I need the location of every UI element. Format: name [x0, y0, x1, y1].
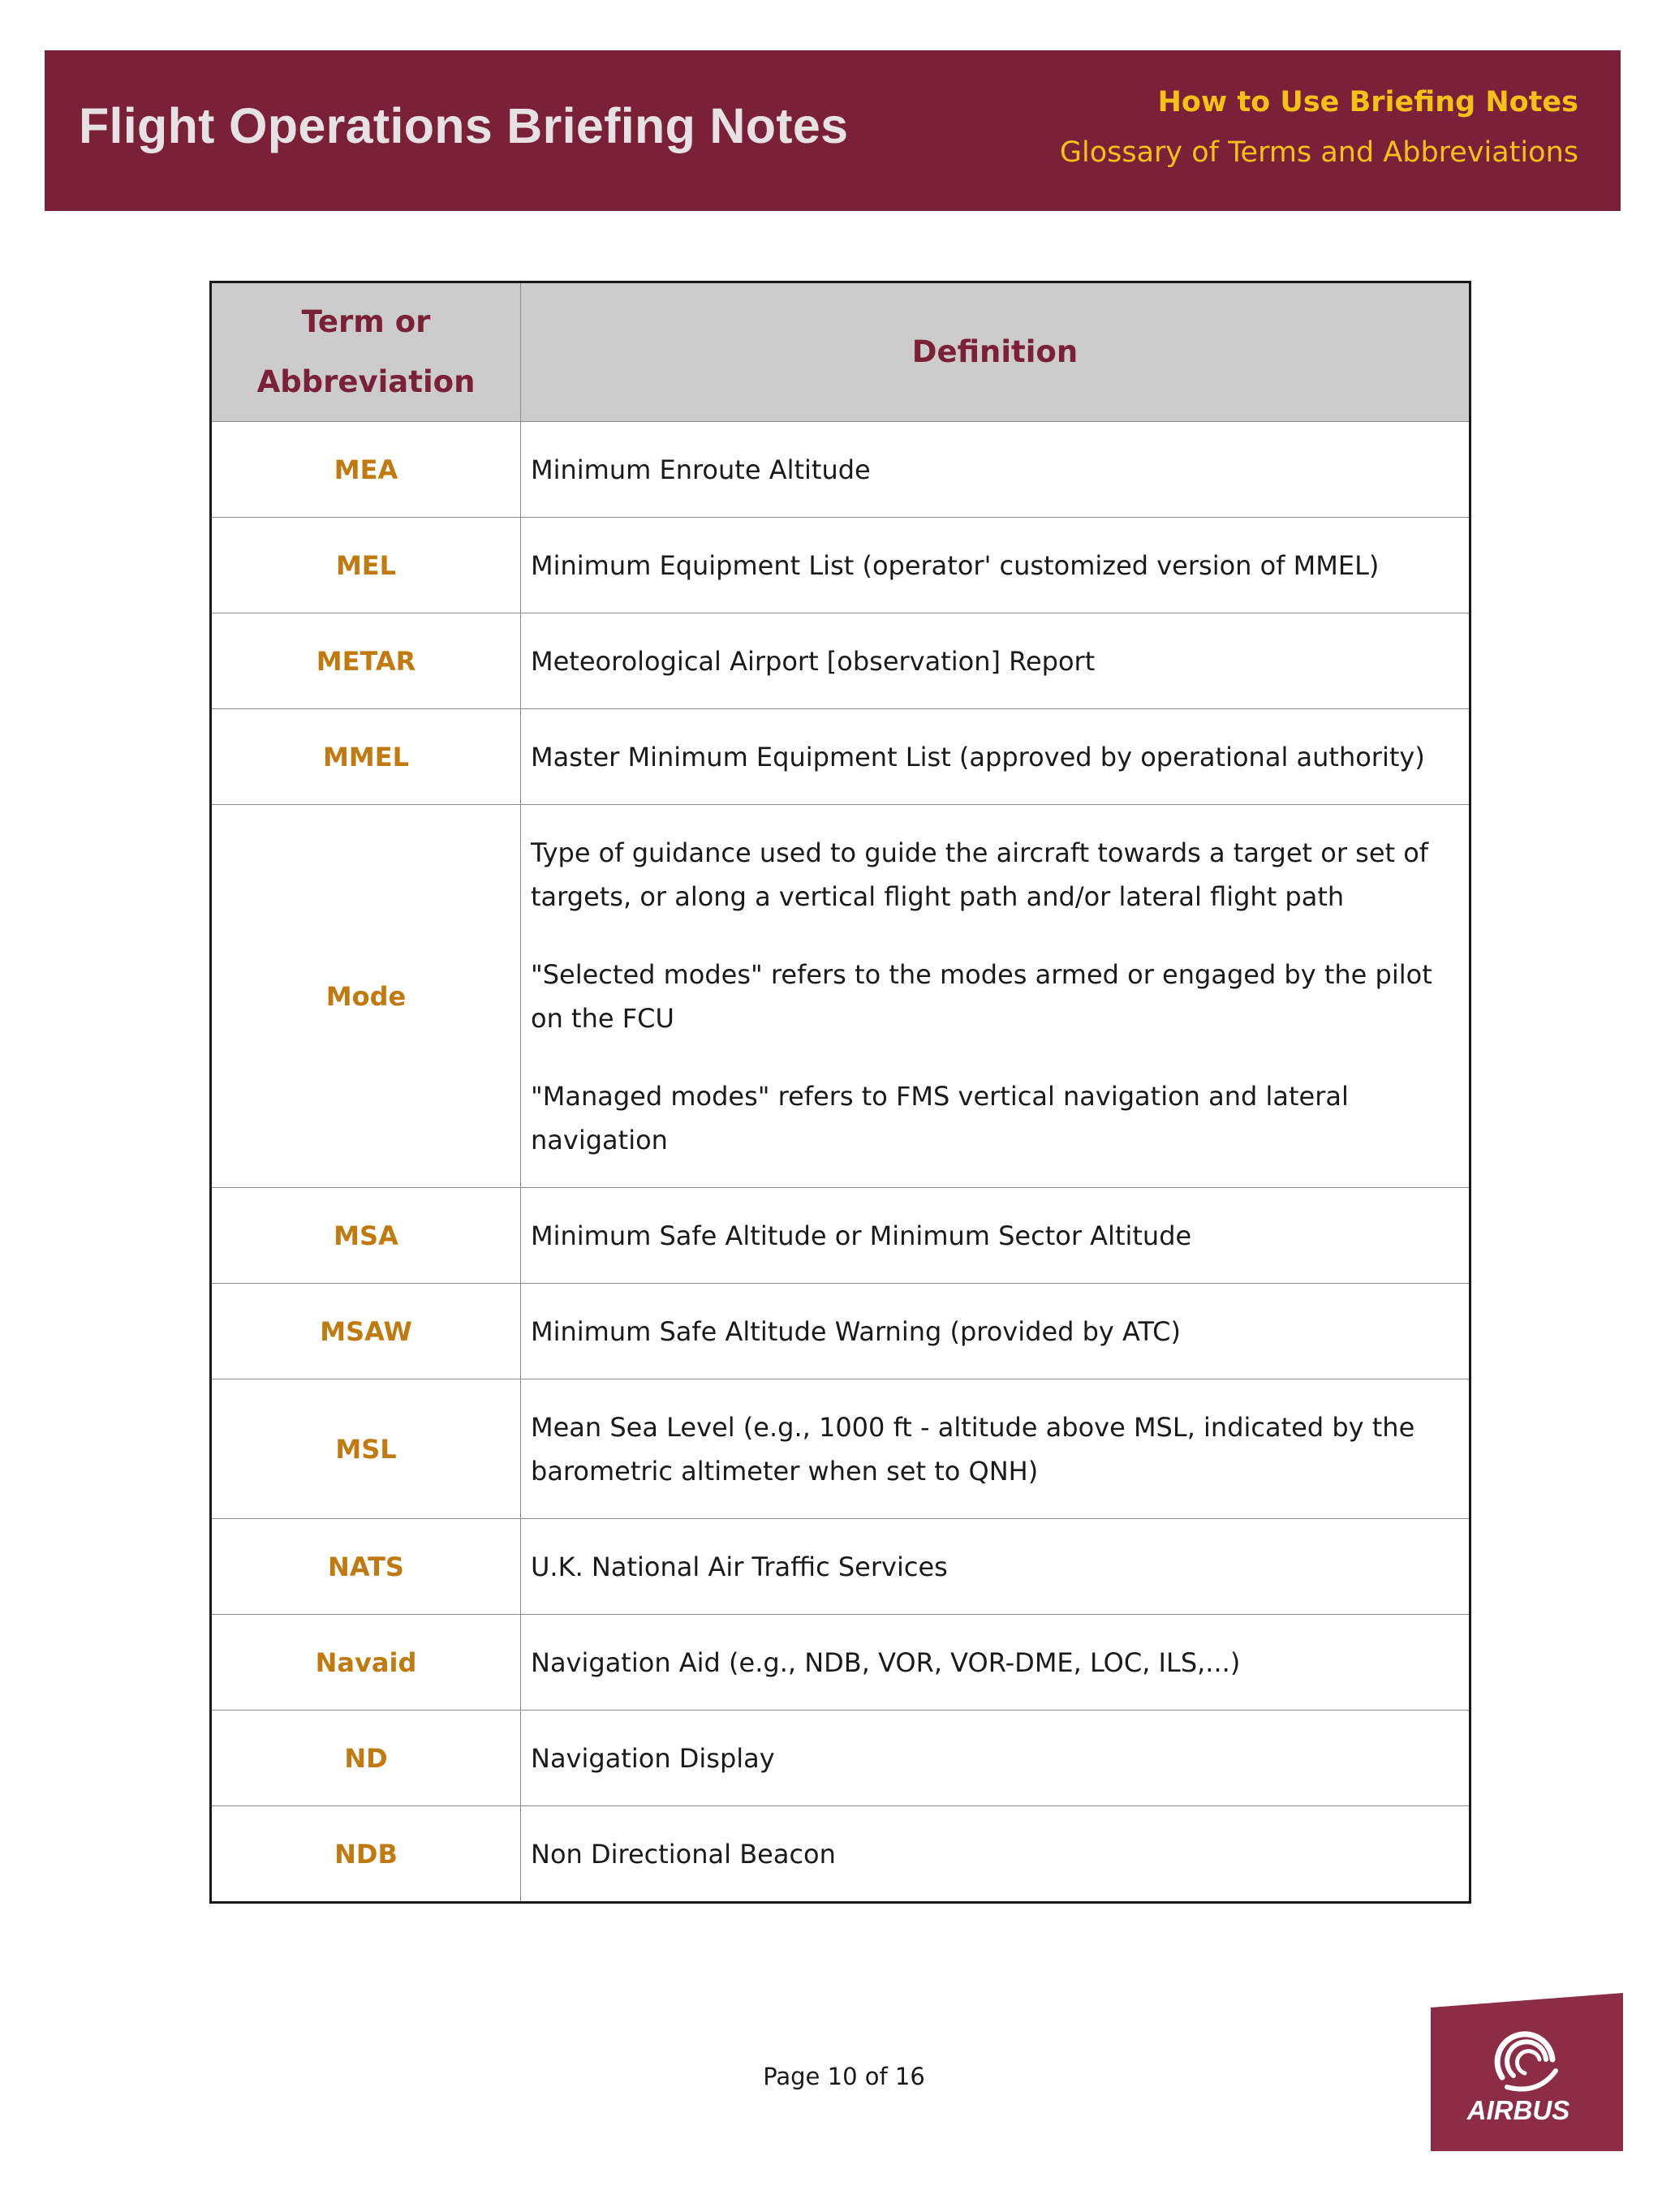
definition-text: Navigation Display	[531, 1742, 775, 1774]
term-cell: MSAW	[211, 1284, 521, 1379]
table-header-row	[211, 282, 1470, 422]
term-cell: ND	[211, 1711, 521, 1806]
definition-paragraph: Type of guidance used to guide the aircraft towards a target or set of targets, or along a vertical flight path and/or lateral flight path	[531, 837, 1429, 912]
definition-cell	[521, 805, 1470, 1188]
term-cell: METAR	[211, 613, 521, 709]
definition-text: Mean Sea Level (e.g., 1000 ft - altitude above MSL, indicated by the barometric altimeter when set to QNH)	[531, 1411, 1415, 1487]
definition-paragraph: "Selected modes" refers to the modes armed or engaged by the pilot on the FCU	[531, 958, 1432, 1034]
definition-cell	[521, 1188, 1470, 1284]
term-cell: MEA	[211, 422, 521, 518]
definition-text: Navigation Aid (e.g., NDB, VOR, VOR-DME, LOC, ILS,...)	[531, 1646, 1241, 1678]
glossary-table	[209, 281, 1471, 1904]
definition-cell	[521, 1615, 1470, 1711]
term-cell: Mode	[211, 805, 521, 1188]
definition-text: Master Minimum Equipment List (approved by operational authority)	[531, 741, 1425, 772]
definition-text: U.K. National Air Traffic Services	[531, 1551, 948, 1582]
definition-cell	[521, 1806, 1470, 1903]
table-row	[211, 1806, 1470, 1903]
table-row	[211, 1615, 1470, 1711]
definition-cell	[521, 1379, 1470, 1519]
logo-background	[1431, 1993, 1623, 2151]
definition-cell	[521, 1711, 1470, 1806]
definition-text: Minimum Equipment List (operator' customized version of MMEL)	[531, 549, 1380, 581]
table-row	[211, 1284, 1470, 1379]
airbus-logo	[1431, 1993, 1623, 2151]
term-header-line1: Term or	[301, 304, 431, 339]
definition-text: Minimum Safe Altitude Warning (provided by ATC)	[531, 1315, 1181, 1347]
table-row	[211, 709, 1470, 805]
definition-paragraph: "Managed modes" refers to FMS vertical navigation and lateral navigation	[531, 1080, 1349, 1155]
logo-wordmark: AIRBUS	[1466, 2095, 1570, 2125]
definition-column-header: Definition	[521, 282, 1470, 422]
term-cell: NDB	[211, 1806, 521, 1903]
term-cell: NATS	[211, 1519, 521, 1615]
definition-text: Meteorological Airport [observation] Report	[531, 645, 1096, 677]
term-cell: Navaid	[211, 1615, 521, 1711]
term-cell: MSL	[211, 1379, 521, 1519]
definition-cell	[521, 613, 1470, 709]
term-column-header	[211, 282, 521, 422]
table-row	[211, 805, 1470, 1188]
definition-cell	[521, 518, 1470, 613]
term-cell: MEL	[211, 518, 521, 613]
definition-text: Minimum Enroute Altitude	[531, 454, 871, 485]
page-number: Page 10 of 16	[763, 2063, 925, 2090]
table-row	[211, 1519, 1470, 1615]
table-row	[211, 422, 1470, 518]
term-header-line2: Abbreviation	[256, 364, 476, 399]
definition-cell	[521, 709, 1470, 805]
definition-cell	[521, 1284, 1470, 1379]
table-row	[211, 1188, 1470, 1284]
table-row	[211, 518, 1470, 613]
table-row	[211, 1711, 1470, 1806]
definition-text: Non Directional Beacon	[531, 1838, 836, 1870]
table-row	[211, 613, 1470, 709]
header-subtitle-primary: How to Use Briefing Notes	[1157, 86, 1578, 118]
page-header	[45, 50, 1621, 211]
header-subtitle-secondary: Glossary of Terms and Abbreviations	[1059, 136, 1578, 169]
header-title: Flight Operations Briefing Notes	[79, 98, 849, 153]
definition-cell	[521, 1519, 1470, 1615]
term-cell: MSA	[211, 1188, 521, 1284]
table-row	[211, 1379, 1470, 1519]
term-cell: MMEL	[211, 709, 521, 805]
definition-text: Minimum Safe Altitude or Minimum Sector Altitude	[531, 1220, 1192, 1251]
definition-cell	[521, 422, 1470, 518]
